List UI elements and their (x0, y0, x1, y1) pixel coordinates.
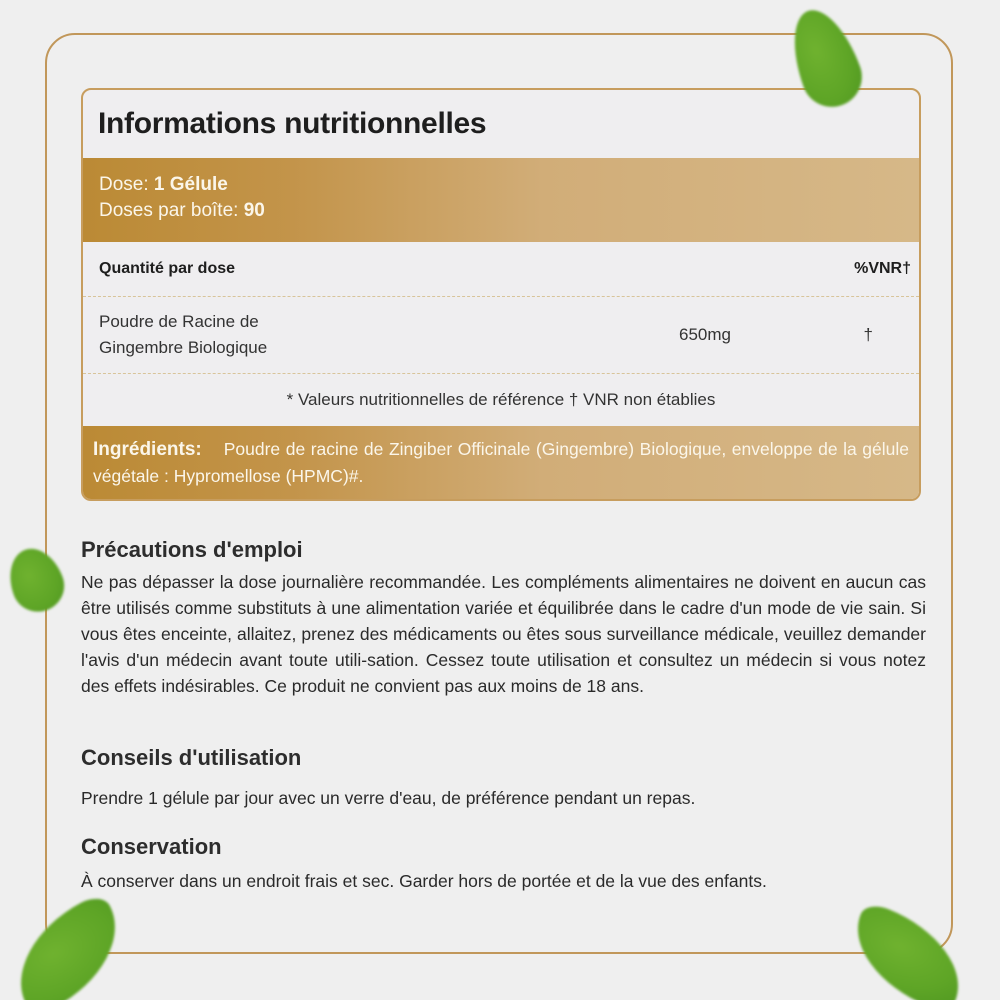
section-usage (81, 745, 926, 811)
nutrition-facts-card (81, 88, 921, 501)
header-quantity: Quantité par dose (99, 260, 236, 277)
doses-per-box-value: 90 (243, 200, 265, 221)
doses-per-box-line (99, 198, 903, 224)
ingredient-name-line2: Gingembre Biologique (99, 338, 268, 357)
footnote: * Valeurs nutritionnelles de référence † VNR non établies (286, 390, 716, 409)
usage-text: Prendre 1 gélule par jour avec un verre d'eau, de préférence pendant un repas. (81, 788, 696, 808)
table-header (83, 242, 919, 297)
precautions-text: Ne pas dépasser la dose journalière recommandée. Les compléments alimentaires ne doivent en aucun cas être utilisés comme substituts à une alimentation variée et équilibrée dans le cadre d'un mode de vie sain. Si vous êtes enceinte, allaitez, prenez des médicaments ou êtes sous surveillance médicale, veuillez demander l'avis d'un médecin avant toute utili-sation. Cessez toute utilisation et consultez un médecin si vous notez des effets indésirables. Ce produit ne convient pas aux moins de 18 ans. (81, 572, 926, 696)
ingredients-band (83, 426, 919, 501)
dose-label: Dose: (99, 174, 154, 195)
ingredient-name-line1: Poudre de Racine de (99, 312, 259, 331)
dose-value: 1 Gélule (153, 174, 228, 195)
ingredients-text: Poudre de racine de Zingiber Officinale (Gingembre) Biologique, enveloppe de la gélule végétale : Hypromellose (HPMC)#. (93, 439, 909, 486)
ingredient-vnr: † (863, 325, 873, 344)
ingredient-amount: 650mg (679, 325, 731, 344)
precautions-title: Précautions d'emploi (81, 537, 303, 562)
header-vnr: %VNR† (854, 260, 911, 277)
dose-line (99, 172, 903, 198)
storage-text: À conserver dans un endroit frais et sec. Garder hors de portée et de la vue des enfants. (81, 871, 767, 891)
section-storage (81, 834, 926, 894)
doses-per-box-label: Doses par boîte: (99, 200, 244, 221)
ingredient-name (99, 309, 679, 361)
table-row (83, 297, 919, 374)
dose-band (83, 158, 919, 242)
card-title: Informations nutritionnelles (98, 107, 487, 140)
ingredients-label: Ingrédients: (93, 439, 202, 460)
usage-title: Conseils d'utilisation (81, 745, 302, 770)
storage-title: Conservation (81, 834, 222, 859)
section-precautions (81, 537, 926, 699)
